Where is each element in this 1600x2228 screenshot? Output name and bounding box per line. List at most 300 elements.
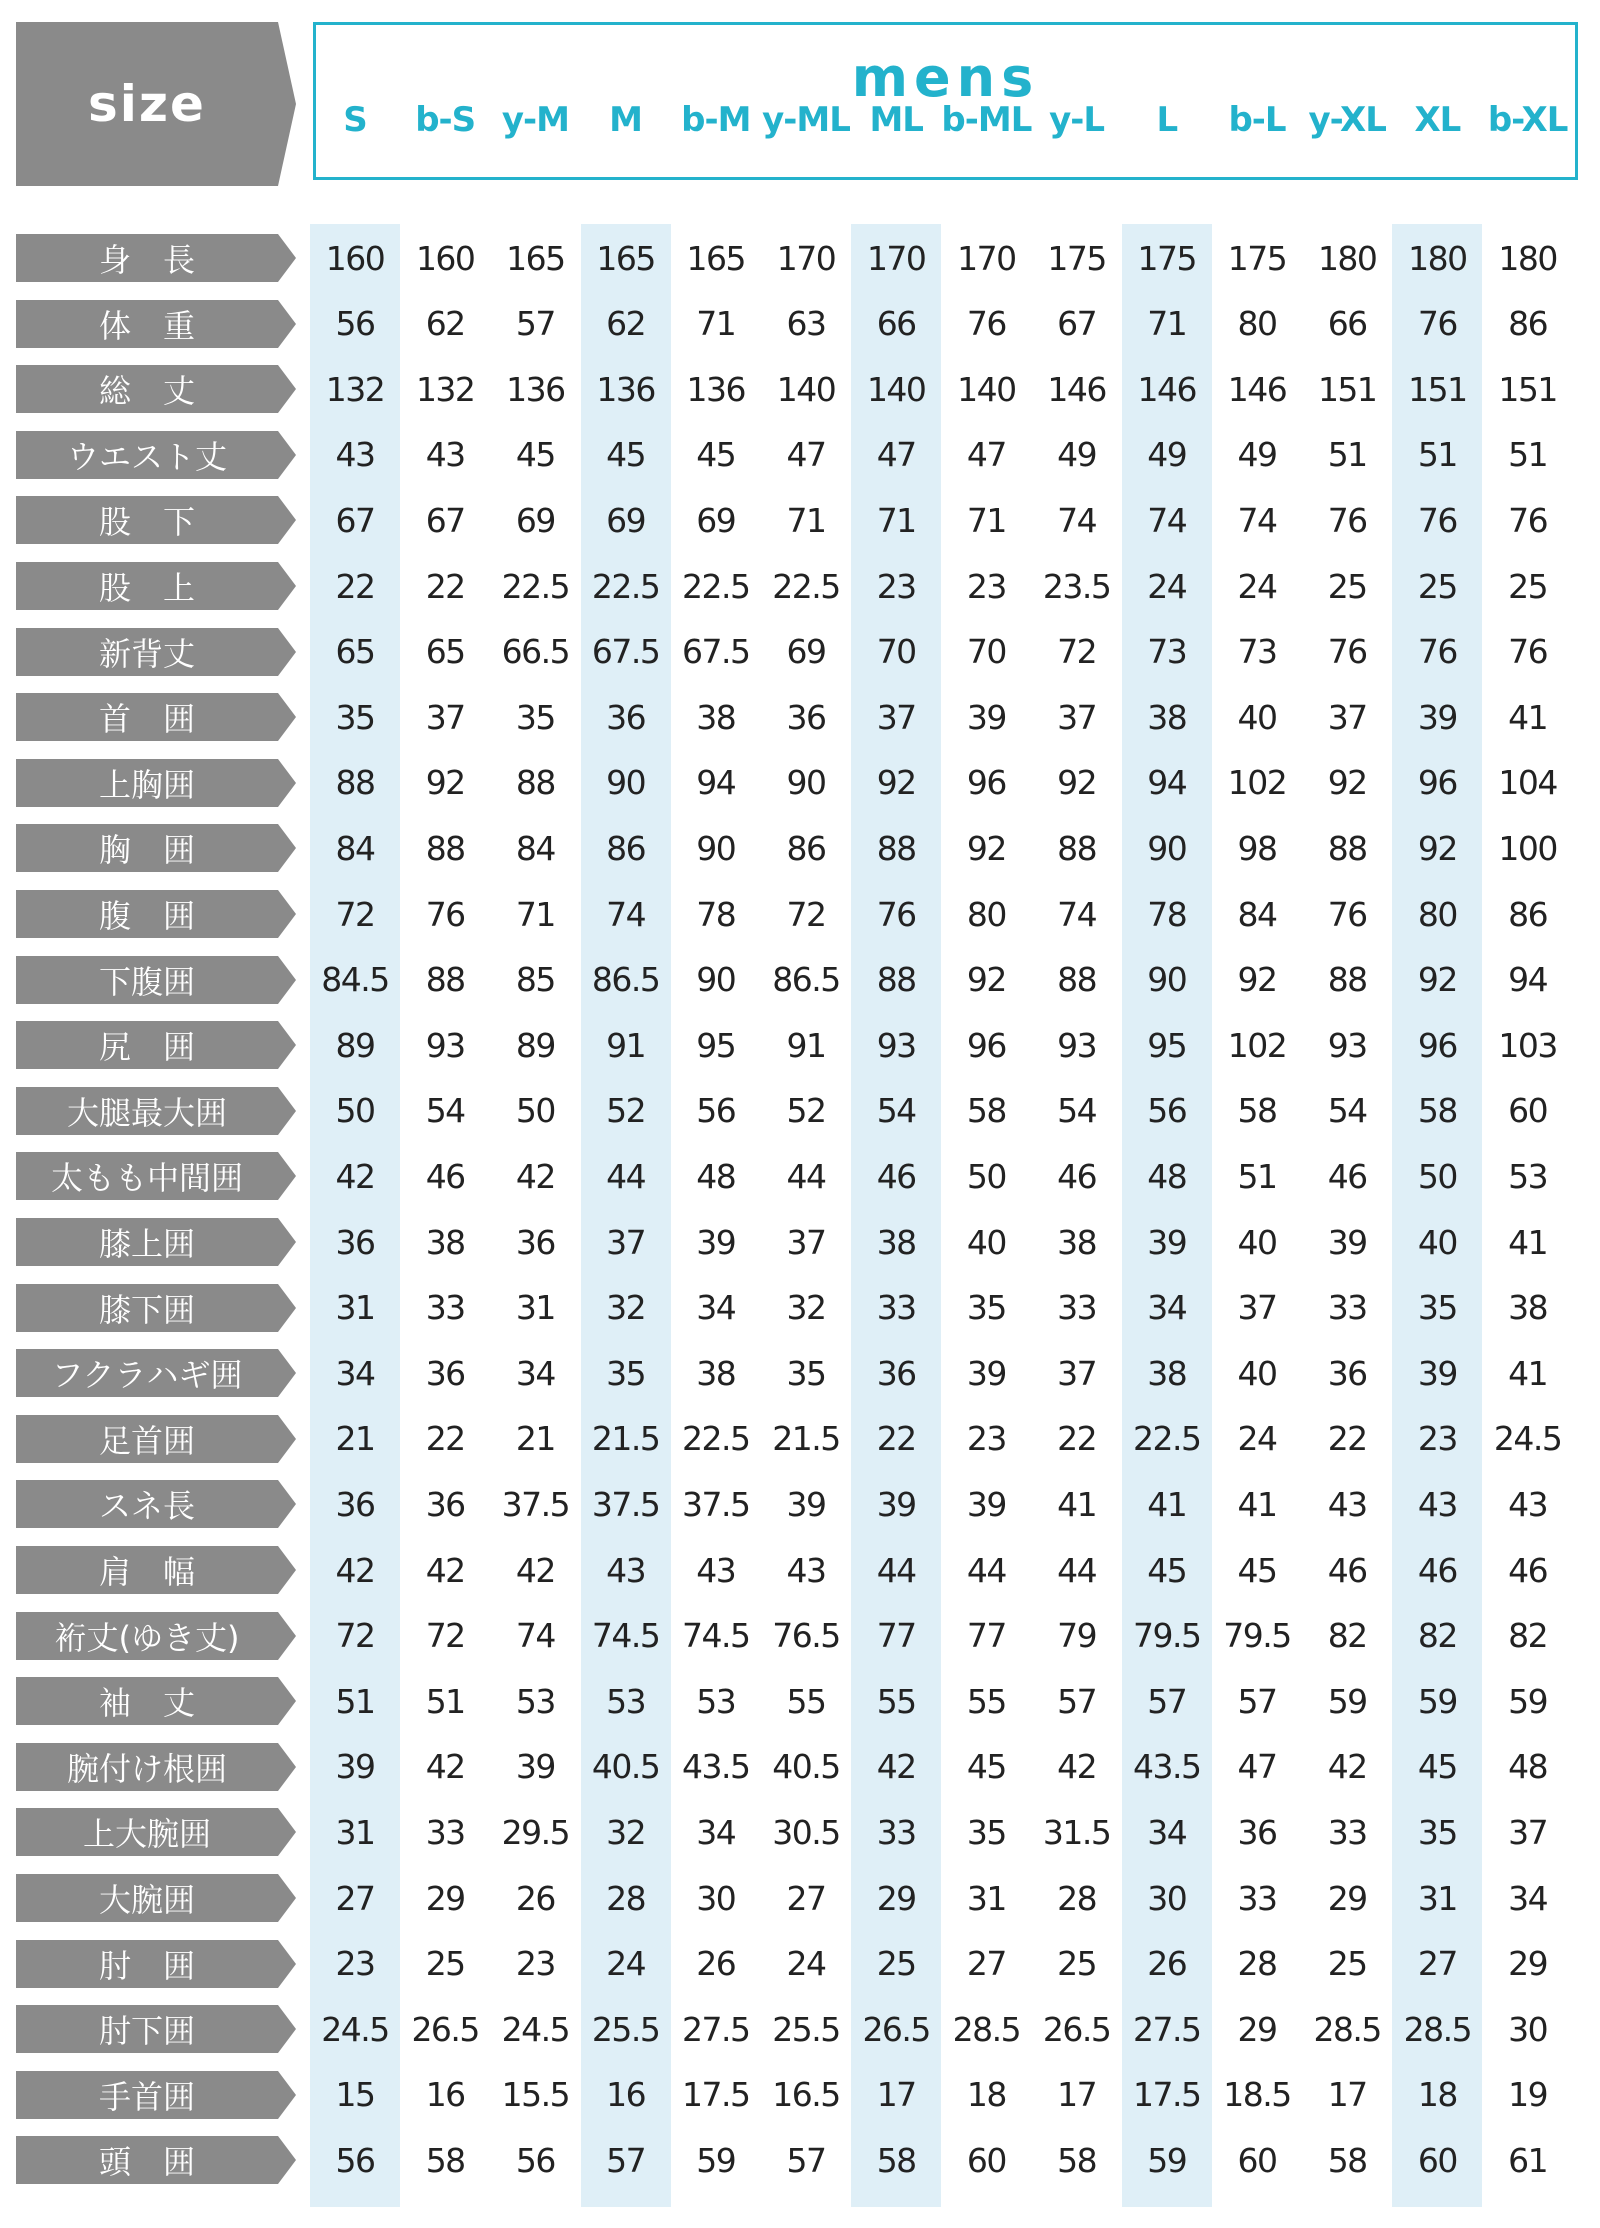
table-cell: 26.5 — [411, 2009, 479, 2049]
table-cell: 74.5 — [591, 1616, 660, 1656]
table-cell: 36 — [515, 1222, 555, 1262]
table-cell: 28 — [1237, 1944, 1277, 1984]
table-cell: 23 — [515, 1944, 555, 1984]
table-cell: 86 — [1508, 304, 1548, 344]
table-cell: 34 — [696, 1288, 736, 1328]
table-cell: 73 — [1147, 632, 1187, 672]
table-cell: 39 — [1417, 1353, 1457, 1393]
table-cell: 92 — [1237, 960, 1277, 1000]
table-cell: 59 — [1327, 1681, 1367, 1721]
table-cell: 78 — [696, 894, 736, 934]
table-cell: 74 — [1057, 894, 1097, 934]
table-cell: 55 — [966, 1681, 1006, 1721]
table-cell: 18.5 — [1223, 2075, 1291, 2115]
table-cell: 58 — [425, 2140, 465, 2180]
row-label-text: 太もも中間囲 — [50, 1159, 243, 1198]
table-cell: 31 — [335, 1812, 375, 1852]
table-cell: 136 — [596, 369, 655, 409]
table-cell: 50 — [515, 1091, 555, 1131]
row-label — [16, 1218, 296, 1266]
table-cell: 76 — [1417, 632, 1457, 672]
table-cell: 76 — [1327, 894, 1367, 934]
table-cell: 37 — [1057, 697, 1097, 737]
table-cell: 55 — [876, 1681, 916, 1721]
table-cell: 24 — [606, 1944, 646, 1984]
table-cell: 72 — [335, 1616, 375, 1656]
table-cell: 69 — [696, 500, 736, 540]
table-cell: 90 — [1147, 828, 1187, 868]
row-label — [16, 1021, 296, 1069]
table-cell: 84.5 — [321, 960, 389, 1000]
table-cell: 18 — [966, 2075, 1006, 2115]
table-cell: 103 — [1498, 1025, 1557, 1065]
table-cell: 56 — [515, 2140, 555, 2180]
table-cell: 33 — [425, 1288, 465, 1328]
table-cell: 42 — [335, 1156, 375, 1196]
table-cell: 70 — [966, 632, 1006, 672]
table-cell: 86 — [606, 828, 646, 868]
table-cell: 22.5 — [772, 566, 840, 606]
table-cell: 65 — [425, 632, 465, 672]
row-label-text: 総 丈 — [98, 372, 195, 411]
table-cell: 21.5 — [772, 1419, 840, 1459]
table-cell: 33 — [425, 1812, 465, 1852]
table-cell: 41 — [1147, 1484, 1187, 1524]
table-cell: 49 — [1237, 435, 1277, 475]
table-cell: 45 — [1147, 1550, 1187, 1590]
row-label-text: 肘下囲 — [98, 2012, 195, 2051]
table-cell: 16.5 — [772, 2075, 840, 2115]
row-label — [16, 431, 296, 479]
table-cell: 53 — [606, 1681, 646, 1721]
mens-title: mens — [851, 46, 1040, 109]
table-cell: 82 — [1508, 1616, 1548, 1656]
table-cell: 27.5 — [682, 2009, 750, 2049]
table-cell: 96 — [966, 763, 1006, 803]
table-cell: 26 — [515, 1878, 555, 1918]
table-cell: 76 — [1417, 304, 1457, 344]
column-header: y-ML — [762, 100, 850, 140]
table-cell: 35 — [1417, 1812, 1457, 1852]
table-cell: 57 — [606, 2140, 646, 2180]
table-cell: 146 — [1227, 369, 1287, 409]
table-cell: 23 — [335, 1944, 375, 1984]
table-cell: 22.5 — [1133, 1419, 1201, 1459]
table-cell: 42 — [1327, 1747, 1367, 1787]
row-label — [16, 824, 296, 872]
table-cell: 140 — [776, 369, 836, 409]
table-cell: 59 — [1417, 1681, 1457, 1721]
table-cell: 41 — [1508, 1353, 1548, 1393]
table-cell: 44 — [1057, 1550, 1097, 1590]
row-label-text: 胸 囲 — [98, 831, 195, 870]
table-cell: 27 — [966, 1944, 1006, 1984]
table-cell: 86 — [1508, 894, 1548, 934]
row-label-text: 尻 囲 — [98, 1028, 195, 1067]
table-cell: 58 — [876, 2140, 916, 2180]
row-label-text: 袖 丈 — [98, 1684, 195, 1723]
table-cell: 72 — [786, 894, 826, 934]
table-cell: 100 — [1498, 828, 1557, 868]
table-cell: 28.5 — [1403, 2009, 1472, 2049]
table-cell: 45 — [696, 435, 736, 475]
table-cell: 90 — [1147, 960, 1187, 1000]
table-cell: 34 — [696, 1812, 736, 1852]
table-cell: 25 — [1327, 1944, 1367, 1984]
table-cell: 25 — [425, 1944, 465, 1984]
table-cell: 38 — [1147, 1353, 1187, 1393]
table-cell: 16 — [606, 2075, 646, 2115]
table-cell: 34 — [515, 1353, 555, 1393]
table-cell: 92 — [966, 960, 1006, 1000]
table-cell: 140 — [866, 369, 926, 409]
table-cell: 59 — [696, 2140, 736, 2180]
row-label-text: 肘 囲 — [98, 1946, 195, 1985]
table-cell: 95 — [696, 1025, 736, 1065]
column-header: y-M — [501, 100, 569, 140]
table-cell: 76 — [1327, 632, 1367, 672]
table-cell: 88 — [1327, 828, 1367, 868]
column-header: b-S — [415, 100, 476, 140]
table-cell: 37 — [786, 1222, 826, 1262]
table-cell: 160 — [415, 238, 475, 278]
table-cell: 43 — [335, 435, 375, 475]
table-cell: 46 — [1508, 1550, 1548, 1590]
table-cell: 92 — [1417, 960, 1457, 1000]
column-header: S — [343, 100, 367, 140]
row-label-text: 肩 幅 — [98, 1553, 195, 1591]
table-cell: 102 — [1227, 1025, 1287, 1065]
table-cell: 79.5 — [1133, 1616, 1201, 1656]
table-cell: 38 — [876, 1222, 916, 1262]
table-cell: 76 — [966, 304, 1006, 344]
table-cell: 28.5 — [952, 2009, 1021, 2049]
table-cell: 42 — [1057, 1747, 1097, 1787]
table-cell: 80 — [1237, 304, 1277, 344]
table-cell: 36 — [606, 697, 646, 737]
table-cell: 90 — [696, 828, 736, 868]
table-cell: 170 — [776, 238, 836, 278]
table-cell: 88 — [1057, 828, 1097, 868]
table-cell: 71 — [515, 894, 555, 934]
table-cell: 33 — [1327, 1812, 1367, 1852]
table-cell: 37 — [1508, 1812, 1548, 1852]
table-cell: 23 — [1417, 1419, 1457, 1459]
table-cell: 44 — [876, 1550, 916, 1590]
table-cell: 76 — [876, 894, 916, 934]
table-cell: 84 — [515, 828, 555, 868]
table-cell: 77 — [966, 1616, 1006, 1656]
size-label: size — [88, 75, 206, 133]
table-cell: 76 — [1327, 500, 1367, 540]
table-cell: 28 — [1057, 1878, 1097, 1918]
table-cell: 67.5 — [591, 632, 660, 672]
table-cell: 51 — [1508, 435, 1548, 475]
table-cell: 18 — [1417, 2075, 1457, 2115]
table-cell: 58 — [1057, 2140, 1097, 2180]
table-cell: 71 — [876, 500, 916, 540]
table-cell: 22.5 — [682, 566, 750, 606]
table-cell: 30 — [1508, 2009, 1548, 2049]
table-cell: 104 — [1498, 763, 1557, 803]
table-cell: 51 — [425, 1681, 465, 1721]
table-cell: 51 — [335, 1681, 375, 1721]
table-cell: 58 — [1327, 2140, 1367, 2180]
table-cell: 67 — [425, 500, 465, 540]
table-cell: 66 — [1327, 304, 1367, 344]
table-cell: 34 — [1508, 1878, 1548, 1918]
table-cell: 29 — [425, 1878, 465, 1918]
table-cell: 24 — [1147, 566, 1187, 606]
row-label — [16, 759, 296, 807]
table-cell: 39 — [1327, 1222, 1367, 1262]
table-cell: 33 — [1327, 1288, 1367, 1328]
table-cell: 95 — [1147, 1025, 1187, 1065]
table-cell: 25.5 — [772, 2009, 840, 2049]
row-label-text: 体 重 — [98, 306, 195, 345]
table-cell: 44 — [786, 1156, 826, 1196]
table-cell: 26.5 — [862, 2009, 930, 2049]
table-cell: 175 — [1137, 238, 1197, 278]
table-cell: 59 — [1147, 2140, 1187, 2180]
table-cell: 38 — [696, 1353, 736, 1393]
table-cell: 32 — [606, 1812, 646, 1852]
table-cell: 74 — [1147, 500, 1187, 540]
table-cell: 33 — [876, 1812, 916, 1852]
table-cell: 88 — [1057, 960, 1097, 1000]
row-label — [16, 890, 296, 938]
table-cell: 49 — [1057, 435, 1097, 475]
table-cell: 30.5 — [772, 1812, 840, 1852]
table-cell: 50 — [335, 1091, 375, 1131]
table-cell: 60 — [1237, 2140, 1277, 2180]
table-cell: 70 — [876, 632, 916, 672]
table-cell: 80 — [1417, 894, 1457, 934]
table-cell: 175 — [1227, 238, 1287, 278]
table-cell: 69 — [515, 500, 555, 540]
row-label — [16, 2136, 296, 2184]
row-label-text: 大腕囲 — [98, 1881, 195, 1919]
table-cell: 140 — [957, 369, 1016, 409]
table-cell: 88 — [1327, 960, 1367, 1000]
column-header: XL — [1414, 100, 1461, 140]
table-cell: 25 — [1508, 566, 1548, 606]
row-label — [16, 1677, 296, 1725]
table-cell: 38 — [1508, 1288, 1548, 1328]
table-cell: 61 — [1508, 2140, 1548, 2180]
table-cell: 36 — [335, 1222, 375, 1262]
table-cell: 94 — [696, 763, 736, 803]
table-cell: 29 — [876, 1878, 916, 1918]
table-cell: 69 — [786, 632, 826, 672]
table-cell: 19 — [1508, 2075, 1548, 2115]
row-label — [16, 2071, 296, 2119]
table-cell: 32 — [606, 1288, 646, 1328]
row-label-text: 股 上 — [98, 569, 195, 607]
table-cell: 89 — [335, 1025, 375, 1065]
row-label-text: スネ長 — [98, 1487, 195, 1526]
table-cell: 40.5 — [772, 1747, 840, 1787]
table-cell: 136 — [686, 369, 746, 409]
table-cell: 22 — [425, 1419, 465, 1459]
table-cell: 53 — [1508, 1156, 1548, 1196]
column-header: b-XL — [1487, 100, 1568, 140]
table-cell: 41 — [1057, 1484, 1097, 1524]
row-label — [16, 1612, 296, 1660]
table-cell: 180 — [1498, 238, 1557, 278]
table-cell: 165 — [506, 238, 565, 278]
table-cell: 76 — [425, 894, 465, 934]
table-cell: 38 — [425, 1222, 465, 1262]
table-cell: 36 — [786, 697, 826, 737]
table-cell: 76 — [1508, 632, 1548, 672]
table-cell: 27 — [335, 1878, 375, 1918]
row-label-text: 手首囲 — [98, 2077, 195, 2116]
table-cell: 74 — [515, 1616, 555, 1656]
table-cell: 29 — [1508, 1944, 1548, 1984]
table-cell: 34 — [1147, 1812, 1187, 1852]
table-cell: 180 — [1408, 238, 1467, 278]
table-cell: 48 — [1508, 1747, 1548, 1787]
table-cell: 96 — [1417, 763, 1457, 803]
table-cell: 17 — [876, 2075, 916, 2115]
table-cell: 58 — [966, 1091, 1006, 1131]
table-cell: 33 — [1237, 1878, 1277, 1918]
row-label — [16, 1808, 296, 1856]
table-cell: 39 — [335, 1747, 375, 1787]
table-cell: 29 — [1237, 2009, 1277, 2049]
table-cell: 22.5 — [591, 566, 660, 606]
table-cell: 151 — [1408, 369, 1467, 409]
table-cell: 93 — [876, 1025, 916, 1065]
table-cell: 43 — [696, 1550, 736, 1590]
table-cell: 45 — [966, 1747, 1006, 1787]
table-cell: 48 — [696, 1156, 736, 1196]
table-cell: 35 — [786, 1353, 826, 1393]
table-cell: 40 — [1417, 1222, 1457, 1262]
table-cell: 69 — [606, 500, 646, 540]
table-cell: 39 — [966, 697, 1006, 737]
table-cell: 43.5 — [1133, 1747, 1201, 1787]
row-label-text: 裄丈(ゆき丈) — [54, 1618, 240, 1657]
table-cell: 91 — [606, 1025, 646, 1065]
table-cell: 27 — [1417, 1944, 1457, 1984]
table-cell: 31 — [515, 1288, 555, 1328]
table-cell: 67 — [1057, 304, 1097, 344]
table-cell: 23 — [876, 566, 916, 606]
table-cell: 29.5 — [501, 1812, 570, 1852]
table-cell: 36 — [1327, 1353, 1367, 1393]
row-label-text: フクラハギ囲 — [51, 1356, 243, 1395]
table-cell: 175 — [1047, 238, 1106, 278]
table-cell: 88 — [876, 960, 916, 1000]
table-cell: 88 — [335, 763, 375, 803]
table-cell: 39 — [966, 1484, 1006, 1524]
row-label-text: ウエスト丈 — [66, 437, 227, 476]
table-cell: 42 — [515, 1156, 555, 1196]
row-label — [16, 1415, 296, 1463]
table-cell: 57 — [786, 2140, 826, 2180]
table-cell: 27 — [786, 1878, 826, 1918]
table-cell: 28.5 — [1313, 2009, 1381, 2049]
table-cell: 47 — [786, 435, 826, 475]
table-cell: 17 — [1057, 2075, 1097, 2115]
table-cell: 62 — [606, 304, 646, 344]
row-label — [16, 300, 296, 348]
table-cell: 35 — [515, 697, 555, 737]
row-label-text: 足首囲 — [98, 1421, 195, 1460]
table-cell: 22 — [876, 1419, 916, 1459]
table-cell: 50 — [966, 1156, 1006, 1196]
row-label — [16, 1284, 296, 1332]
table-cell: 37 — [425, 697, 465, 737]
table-cell: 90 — [696, 960, 736, 1000]
table-cell: 34 — [1147, 1288, 1187, 1328]
row-label — [16, 562, 296, 610]
table-cell: 80 — [966, 894, 1006, 934]
table-cell: 26 — [1147, 1944, 1187, 1984]
row-label-text: 膝下囲 — [98, 1290, 195, 1329]
table-cell: 43 — [1508, 1484, 1548, 1524]
table-cell: 92 — [425, 763, 465, 803]
table-cell: 45 — [1417, 1747, 1457, 1787]
table-cell: 24.5 — [321, 2009, 389, 2049]
table-cell: 24 — [1237, 1419, 1277, 1459]
table-cell: 17.5 — [1133, 2075, 1201, 2115]
table-cell: 102 — [1227, 763, 1287, 803]
table-cell: 25 — [876, 1944, 916, 1984]
table-cell: 37.5 — [682, 1484, 750, 1524]
table-cell: 54 — [425, 1091, 465, 1131]
table-cell: 71 — [696, 304, 736, 344]
table-cell: 62 — [425, 304, 465, 344]
table-cell: 92 — [1417, 828, 1457, 868]
row-label — [16, 1743, 296, 1791]
table-cell: 170 — [866, 238, 926, 278]
table-cell: 66.5 — [501, 632, 570, 672]
table-cell: 28 — [606, 1878, 646, 1918]
row-label-text: 腕付け根囲 — [66, 1749, 227, 1788]
row-label-text: 頭 囲 — [98, 2143, 195, 2182]
table-cell: 78 — [1147, 894, 1187, 934]
table-cell: 84 — [1237, 894, 1277, 934]
table-cell: 36 — [425, 1353, 465, 1393]
table-cell: 36 — [335, 1484, 375, 1524]
table-cell: 132 — [415, 369, 475, 409]
table-cell: 15 — [335, 2075, 375, 2115]
table-cell: 132 — [325, 369, 385, 409]
row-label-text: 上大腕囲 — [82, 1815, 211, 1854]
table-cell: 21.5 — [591, 1419, 660, 1459]
table-cell: 170 — [957, 238, 1016, 278]
table-cell: 82 — [1417, 1616, 1457, 1656]
table-cell: 21 — [335, 1419, 375, 1459]
table-cell: 46 — [1327, 1550, 1367, 1590]
table-cell: 90 — [786, 763, 826, 803]
table-cell: 94 — [1147, 763, 1187, 803]
table-cell: 22.5 — [501, 566, 570, 606]
column-header: M — [609, 100, 643, 140]
table-cell: 35 — [606, 1353, 646, 1393]
table-cell: 45 — [606, 435, 646, 475]
table-cell: 165 — [686, 238, 746, 278]
table-cell: 57 — [1147, 1681, 1187, 1721]
column-header: b-M — [681, 100, 751, 140]
table-cell: 74 — [1237, 500, 1277, 540]
table-cell: 39 — [515, 1747, 555, 1787]
table-cell: 76 — [1417, 500, 1457, 540]
table-cell: 39 — [1147, 1222, 1187, 1262]
